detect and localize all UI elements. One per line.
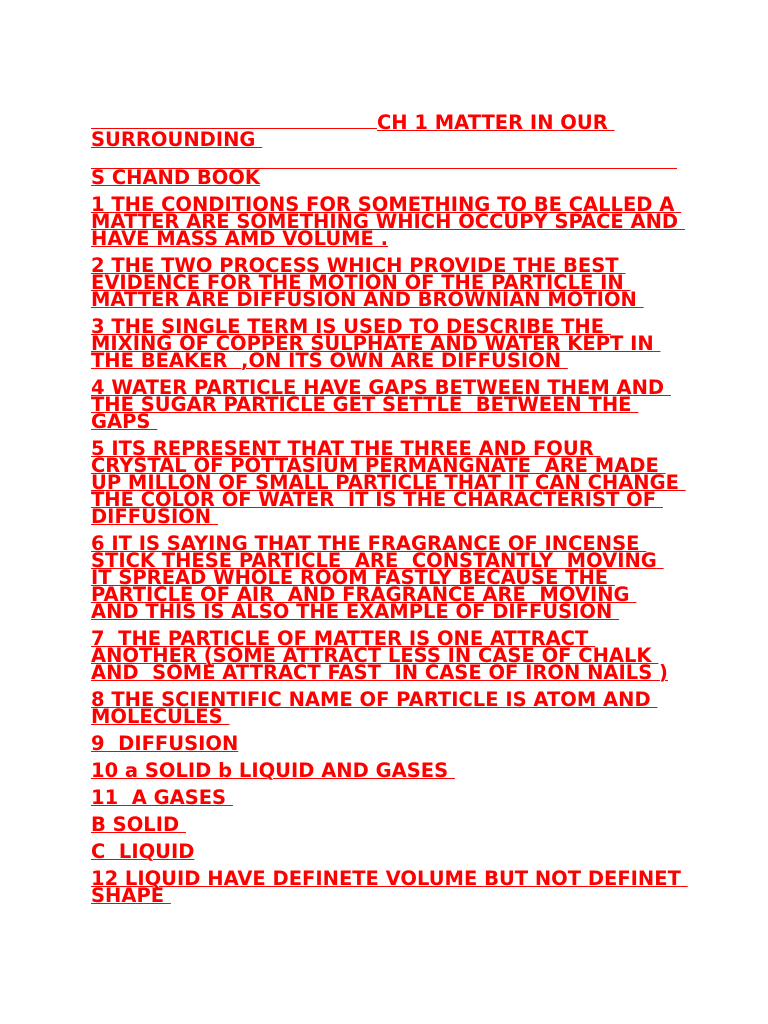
answer-text: 4 WATER PARTICLE HAVE GAPS BETWEEN THEM AND THE SUGAR PARTICLE GET SETTLE BETWEEN THE GAPS <box>91 376 671 433</box>
answer-text: 9 DIFFUSION <box>91 732 239 755</box>
answer-10 <box>91 759 681 782</box>
answer-text: 2 THE TWO PROCESS WHICH PROVIDE THE BEST EVIDENCE FOR THE MOTION OF THE PARTICLE IN MATTER ARE DIFFUSION AND BROWNIAN MOTION <box>91 254 644 311</box>
answer-text: 5 ITS REPRESENT THAT THE THREE AND FOUR CRYSTAL OF POTTASIUM PERMANGNATE ARE MADE UP MILLON OF SMALL PARTICLE THAT IT CAN CHANGE THE COLOR OF WATER IT IS THE CHARACTERIST OF DIFFUSION <box>91 437 686 528</box>
answer-4 <box>91 376 681 433</box>
document-body <box>91 111 688 914</box>
answer-11c <box>91 840 681 863</box>
answer-text: 12 LIQUID HAVE DEFINETE VOLUME BUT NOT DEFINET SHAPE <box>91 867 688 907</box>
answer-12 <box>91 867 688 907</box>
answer-2 <box>91 254 681 311</box>
answer-text: B SOLID <box>91 813 186 836</box>
answer-7 <box>91 627 681 684</box>
page-title: CH 1 MATTER IN OUR <box>377 111 615 134</box>
answer-9 <box>91 732 681 755</box>
answer-6 <box>91 532 681 623</box>
answer-text: 10 a SOLID b LIQUID AND GASES <box>91 759 455 782</box>
answer-11b <box>91 813 681 836</box>
answer-text: 3 THE SINGLE TERM IS USED TO DESCRIBE THE MIXING OF COPPER SULPHATE AND WATER KEPT IN THE BEAKER ,ON ITS OWN ARE DIFFUSION <box>91 315 661 372</box>
page-title-continued: SURROUNDING <box>91 128 263 151</box>
answer-1 <box>91 193 685 250</box>
answer-text: 8 THE SCIENTIFIC NAME OF PARTICLE IS ATOM AND MOLECULES <box>91 688 658 728</box>
answer-text: 6 IT IS SAYING THAT THE FRAGRANCE OF INCENSE STICK THESE PARTICLE ARE CONSTANTLY MOVING IT SPREAD WHOLE ROOM FASTLY BECAUSE THE PARTICLE OF AIR AND FRAGRANCE ARE MOVING AND THIS IS ALSO THE EXAMPLE OF DIFFUSION <box>91 532 664 623</box>
answer-text: C LIQUID <box>91 840 195 863</box>
answer-text: 7 THE PARTICLE OF MATTER IS ONE ATTRACT ANOTHER (SOME ATTRACT LESS IN CASE OF CHALK AND SOME ATTRACT FAST IN CASE OF IRON NAILS ) <box>91 627 668 684</box>
answer-3 <box>91 315 681 372</box>
answer-11a <box>91 786 681 809</box>
answer-5 <box>91 437 686 528</box>
answer-text: 1 THE CONDITIONS FOR SOMETHING TO BE CALLED A MATTER ARE SOMETHING WHICH OCCUPY SPACE AND HAVE MASS AMD VOLUME . <box>91 193 685 250</box>
answer-8 <box>91 688 681 728</box>
book-name: S CHAND BOOK <box>91 166 260 189</box>
answer-text: 11 A GASES <box>91 786 233 809</box>
book-line <box>91 166 681 189</box>
